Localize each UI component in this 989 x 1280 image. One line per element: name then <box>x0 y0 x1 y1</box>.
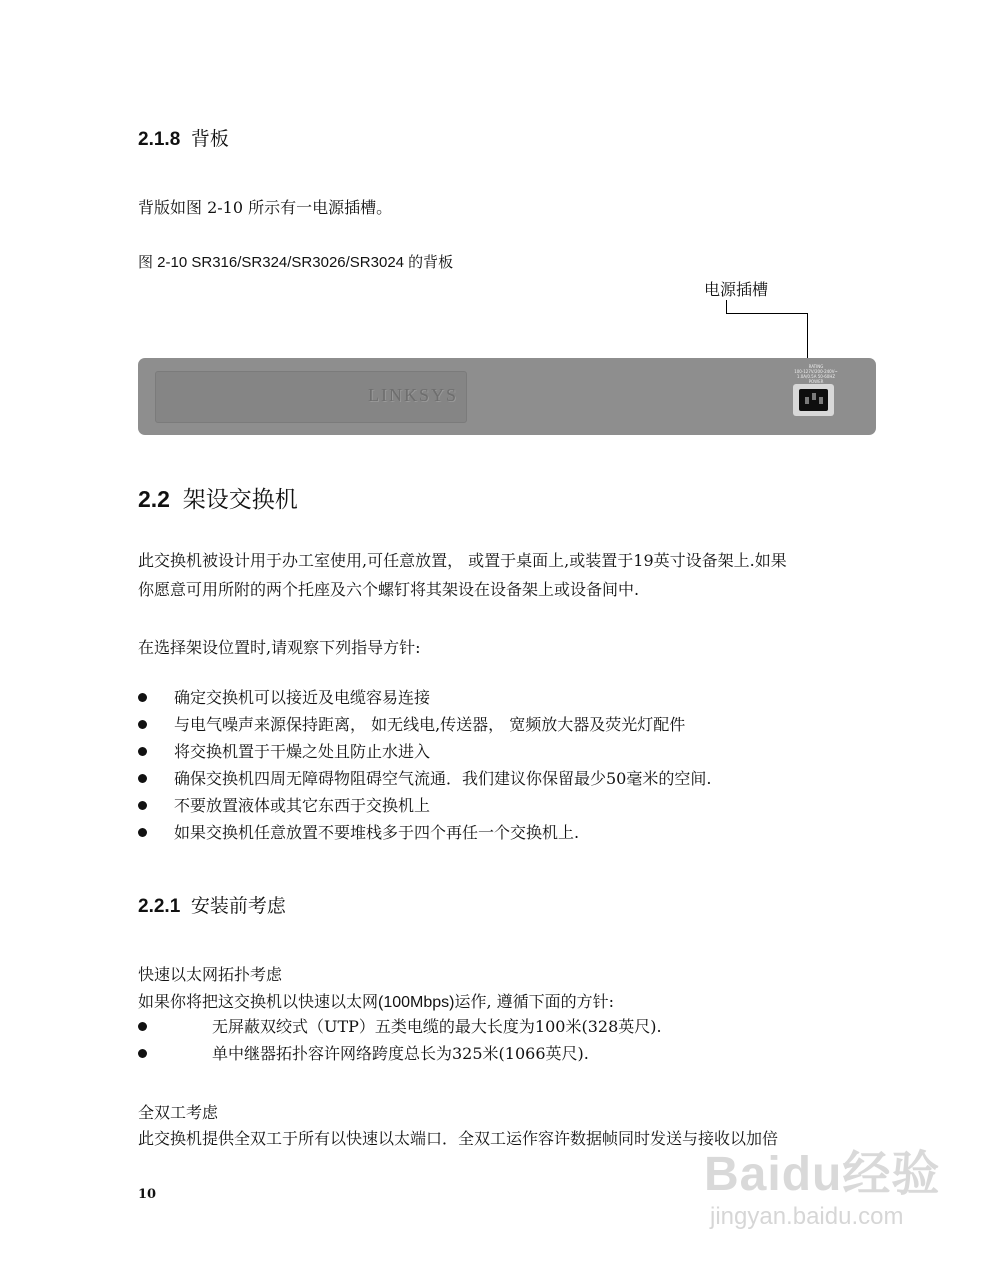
fast-ethernet-list <box>138 1013 878 1067</box>
power-rating-label <box>786 364 846 384</box>
power-socket <box>793 384 834 416</box>
guidelines-intro: 在选择架设位置时,请观察下列指导方针: <box>138 638 421 657</box>
section-heading-2-2-1 <box>138 891 286 918</box>
section-title: 安装前考虑 <box>190 896 286 917</box>
fast-ethernet-heading: 快速以太网拓扑考虑 <box>138 965 283 984</box>
bullet-icon <box>138 1022 147 1031</box>
bullet-icon <box>138 1049 147 1058</box>
section-2-2-paragraph <box>138 546 878 604</box>
intro-text: 运作, 遵循下面的方针: <box>454 992 615 1011</box>
panel-recess <box>155 371 467 423</box>
power-rating-line: 100-127V/200-240V~ <box>794 369 838 374</box>
section-number: 2.2 <box>138 486 170 512</box>
power-rating-line: RATING <box>808 364 824 369</box>
paragraph-line: 此交换机被设计用于办工室使用,可任意放置， 或置于桌面上,或装置于19英寸设备架上.如果 <box>138 551 787 570</box>
bullet-icon <box>138 693 147 702</box>
full-duplex-heading: 全双工考虑 <box>138 1103 219 1122</box>
section-heading-2-1-8 <box>138 124 229 151</box>
watermark-brand: Baidu经验 <box>704 1148 941 1201</box>
callout-line-vertical-left <box>726 300 728 314</box>
list-item: 不要放置液体或其它东西于交换机上 <box>138 792 878 819</box>
intro-text: 如果你将把这交换机以快速以太网 <box>138 992 379 1011</box>
socket-pin <box>819 397 823 404</box>
bullet-icon <box>138 828 147 837</box>
page-number: 10 <box>138 1187 157 1202</box>
power-socket-cavity <box>799 389 828 411</box>
section-number: 2.1.8 <box>138 129 181 150</box>
list-item: 将交换机置于干燥之处且防止水进入 <box>138 738 878 765</box>
callout-line-horizontal <box>726 313 808 315</box>
baidu-watermark <box>700 1135 950 1255</box>
list-item: 确保交换机四周无障碍物阻碍空气流通．我们建议你保留最少50毫米的空间. <box>138 765 878 792</box>
guidelines-list <box>138 684 878 846</box>
watermark-url: jingyan.baidu.com <box>710 1203 904 1230</box>
bullet-icon <box>138 801 147 810</box>
bullet-icon <box>138 747 147 756</box>
section-number: 2.2.1 <box>138 896 181 917</box>
list-item: 与电气噪声来源保持距离， 如无线电,传送器， 宽频放大器及荧光灯配件 <box>138 711 878 738</box>
list-item: 单中继器拓扑容许网络跨度总长为325米(1066英尺). <box>138 1040 878 1067</box>
paragraph-line: 你愿意可用所附的两个托座及六个螺钉将其架设在设备架上或设备间中. <box>138 580 640 599</box>
section-heading-2-2 <box>138 481 298 514</box>
power-rating-line: POWER <box>808 379 824 384</box>
switch-back-panel <box>138 358 876 435</box>
callout-label: 电源插槽 <box>704 280 769 299</box>
socket-pin <box>805 397 809 404</box>
list-item: 无屏蔽双绞式（UTP）五类电缆的最大长度为100米(328英尺). <box>138 1013 878 1040</box>
socket-pin <box>812 393 816 400</box>
backpanel-intro: 背版如图 2-10 所示有一电源插槽。 <box>138 198 393 217</box>
bullet-icon <box>138 720 147 729</box>
full-duplex-line: 此交换机提供全双工于所有以快速以太端口．全双工运作容许数据帧同时发送与接收以加倍 <box>138 1129 779 1148</box>
list-item: 如果交换机任意放置不要堆栈多于四个再任一个交换机上. <box>138 819 878 846</box>
bullet-icon <box>138 774 147 783</box>
list-item: 确定交换机可以接近及电缆容易连接 <box>138 684 878 711</box>
section-title: 背板 <box>190 129 229 150</box>
linksys-logo: LINKSYS <box>367 385 458 405</box>
figure-caption: 图 2-10 SR316/SR324/SR3026/SR3024 的背板 <box>138 254 454 271</box>
section-title: 架设交换机 <box>182 486 298 512</box>
power-rating-line: 1.0A/0.5A 50-60HZ <box>796 374 836 379</box>
fast-ethernet-intro <box>138 989 614 1012</box>
intro-speed: (100Mbps) <box>378 994 455 1011</box>
